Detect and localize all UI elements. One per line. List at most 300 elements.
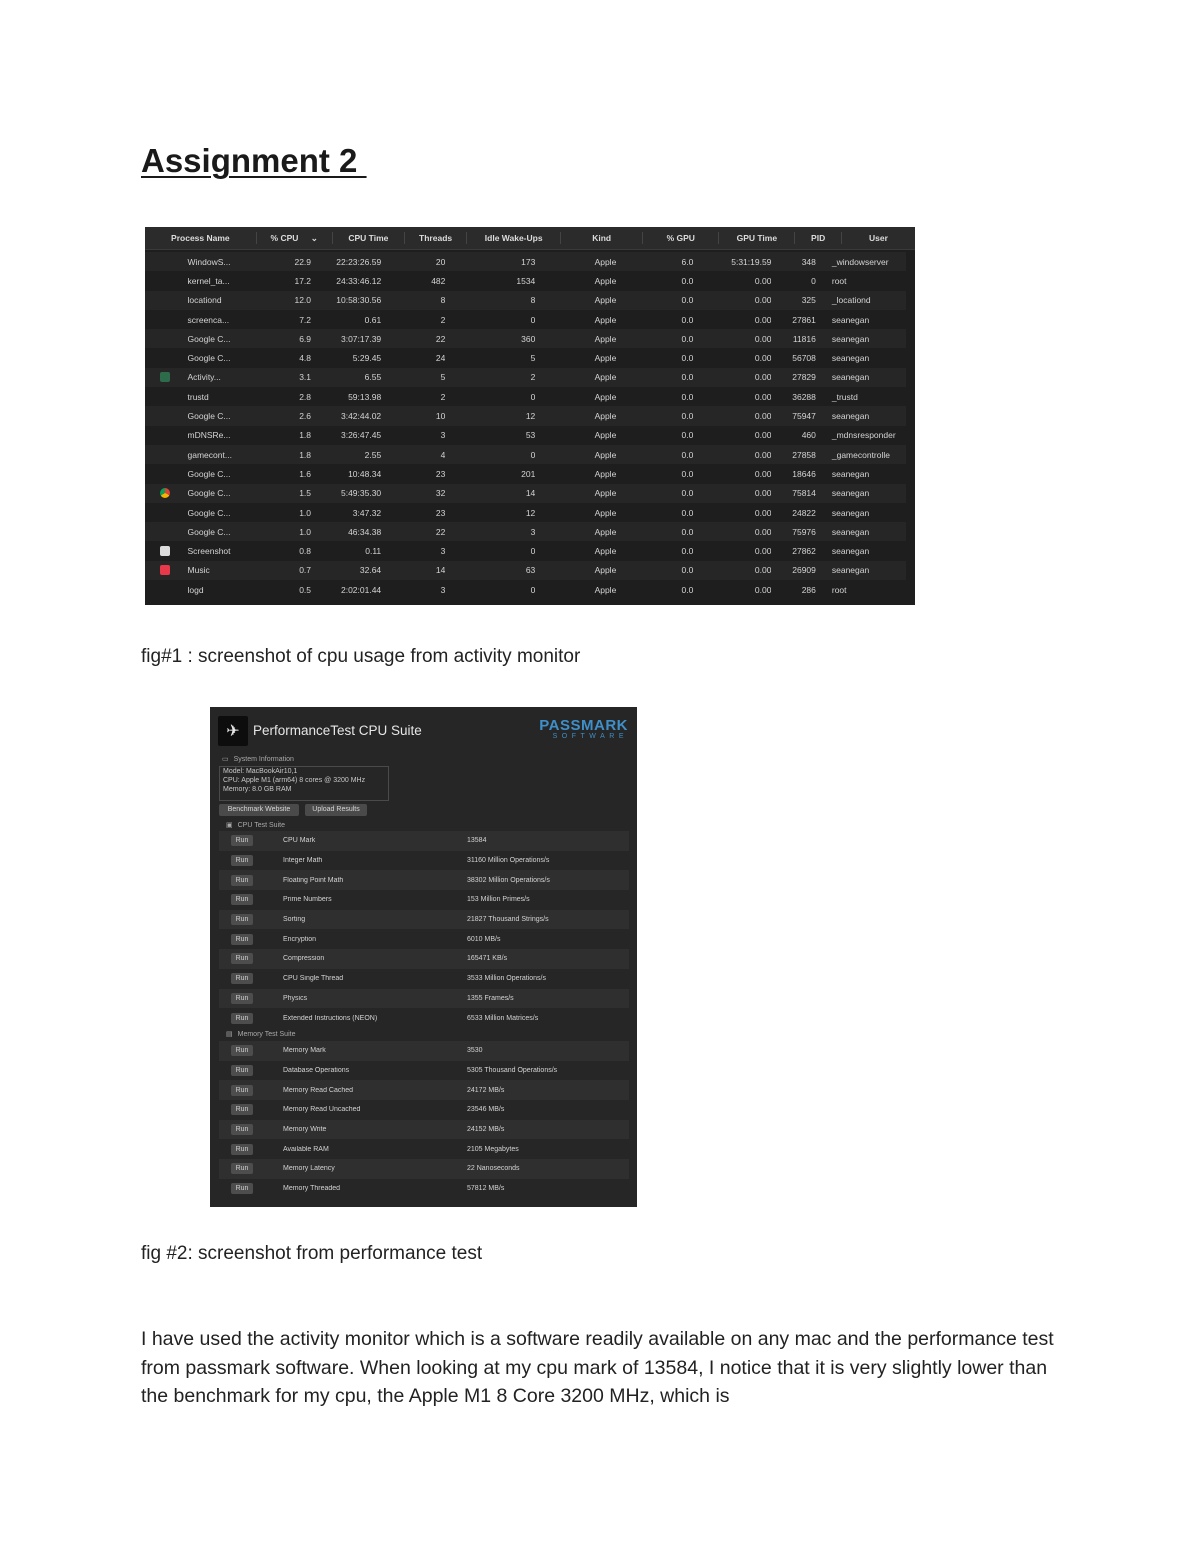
gpu-percent-cell: 0.0 [681, 314, 694, 325]
document-title: Assignment 2 [141, 142, 367, 179]
test-name: Compression [283, 955, 325, 963]
idle-wake-ups-cell: 360 [521, 333, 536, 344]
gpu-time-cell: 0.00 [754, 333, 772, 344]
run-button[interactable]: Run [231, 1163, 253, 1174]
kind-cell: Apple [594, 275, 617, 286]
activity-monitor-header [145, 227, 915, 250]
test-name: Extended Instructions (NEON) [283, 1014, 378, 1022]
pid-cell: 460 [801, 430, 816, 441]
idle-wake-ups-cell: 63 [525, 565, 536, 576]
threads-cell: 4 [440, 449, 446, 460]
memory-icon: ▤ [226, 1031, 233, 1038]
cpu-time-cell: 5:29.45 [352, 353, 382, 364]
table-row[interactable] [145, 348, 906, 367]
process-name-cell: screenca... [187, 314, 230, 325]
process-name-cell: logd [187, 584, 204, 595]
idle-wake-ups-cell: 1534 [516, 275, 536, 286]
cpu-percent-cell: 1.6 [299, 468, 312, 479]
gpu-percent-cell: 0.0 [681, 488, 694, 499]
idle-wake-ups-cell: 173 [521, 256, 536, 267]
kind-cell: Apple [594, 391, 617, 402]
idle-wake-ups-cell: 8 [530, 295, 536, 306]
test-name: Integer Math [283, 857, 323, 865]
threads-cell: 14 [435, 565, 446, 576]
threads-cell: 3 [440, 546, 446, 557]
run-button[interactable]: Run [231, 1144, 253, 1155]
kind-cell: Apple [594, 488, 617, 499]
column-header-process-name[interactable]: Process Name [145, 232, 257, 244]
cpu-percent-cell: 12.0 [294, 295, 312, 306]
user-cell: seanegan [831, 507, 870, 518]
test-name: CPU Single Thread [283, 975, 344, 983]
test-result: 24152 MB/s [467, 1126, 505, 1134]
user-cell: seanegan [831, 565, 870, 576]
test-name: Memory Mark [283, 1047, 326, 1055]
table-row[interactable] [145, 368, 906, 387]
chrome-app-icon [160, 488, 170, 498]
test-result: 153 Million Primes/s [467, 896, 530, 904]
column-header-cpu-label: % CPU [270, 233, 299, 243]
user-cell: _trustd [831, 391, 858, 402]
gpu-time-cell: 0.00 [754, 449, 772, 460]
cpu-time-cell: 24:33:46.12 [336, 275, 382, 286]
kind-cell: Apple [594, 353, 617, 364]
test-name: CPU Mark [283, 837, 316, 845]
test-result: 24172 MB/s [467, 1086, 505, 1094]
process-name-cell: kernel_ta... [187, 275, 230, 286]
cpu-time-cell: 6.55 [364, 372, 382, 383]
gpu-percent-cell: 0.0 [681, 353, 694, 364]
cpu-time-cell: 2:02:01.44 [340, 584, 382, 595]
test-result: 6010 MB/s [467, 935, 501, 943]
cpu-icon: ▣ [226, 822, 233, 829]
threads-cell: 2 [440, 391, 446, 402]
system-info-line: Model: MacBookAir10,1 [223, 768, 298, 775]
pid-cell: 75976 [792, 526, 816, 537]
idle-wake-ups-cell: 53 [525, 430, 536, 441]
kind-cell: Apple [594, 314, 617, 325]
pid-cell: 75814 [792, 488, 816, 499]
passmark-title: PerformanceTest CPU Suite [253, 723, 422, 738]
table-row[interactable] [145, 252, 906, 271]
gpu-percent-cell: 0.0 [681, 449, 694, 460]
column-header-user[interactable]: User [868, 233, 888, 243]
benchmark-website-button[interactable]: Benchmark Website [219, 804, 299, 816]
column-header-cpu-time[interactable]: CPU Time [333, 232, 405, 244]
table-row[interactable] [145, 503, 906, 522]
test-result: 31160 Million Operations/s [467, 857, 550, 865]
threads-cell: 3 [440, 584, 446, 595]
cpu-percent-cell: 3.1 [299, 372, 312, 383]
cpu-time-cell: 0.11 [365, 546, 382, 557]
idle-wake-ups-cell: 5 [530, 353, 536, 364]
run-button[interactable]: Run [231, 1013, 253, 1024]
cpu-time-cell: 0.61 [364, 314, 382, 325]
list-item [219, 1179, 629, 1199]
user-cell: seanegan [831, 488, 870, 499]
run-button[interactable]: Run [231, 875, 253, 886]
table-row[interactable] [145, 329, 906, 348]
table-row[interactable] [145, 426, 906, 445]
memory-test-suite-label: Memory Test Suite [237, 1030, 296, 1038]
list-item [219, 1080, 629, 1100]
kind-cell: Apple [594, 584, 617, 595]
screenshot-app-icon [160, 546, 170, 556]
threads-cell: 22 [435, 333, 446, 344]
pid-cell: 27829 [792, 372, 816, 383]
pid-cell: 36288 [792, 391, 816, 402]
process-name-cell: Google C... [187, 411, 231, 422]
column-header-gpu-time[interactable]: GPU Time [719, 232, 795, 244]
list-item [219, 949, 629, 969]
kind-cell: Apple [594, 565, 617, 576]
idle-wake-ups-cell: 201 [521, 468, 536, 479]
cpu-percent-cell: 1.8 [299, 449, 312, 460]
run-button[interactable]: Run [231, 1065, 253, 1076]
gpu-time-cell: 0.00 [754, 295, 772, 306]
kind-cell: Apple [594, 411, 617, 422]
column-header-cpu[interactable] [257, 232, 333, 244]
user-cell: seanegan [831, 372, 870, 383]
threads-cell: 3 [440, 430, 446, 441]
test-name: Memory Write [283, 1126, 327, 1134]
cpu-time-cell: 46:34.38 [348, 526, 382, 537]
body-paragraph: I have used the activity monitor which is a software readily available on any mac and the performance test from passmark software. When looking at my cpu mark of 13584, I notice that it is very slightly lower than the benchmark for my cpu, the Apple M1 8 Core 3200 MHz, which is [141, 1328, 1054, 1408]
table-row[interactable] [145, 387, 906, 406]
process-icon-cell [145, 565, 185, 575]
process-name-cell: Google C... [187, 353, 231, 364]
cpu-time-cell: 5:49:35.30 [340, 488, 382, 499]
gpu-percent-cell: 0.0 [681, 411, 694, 422]
test-result: 23546 MB/s [467, 1106, 505, 1114]
process-name-cell: Screenshot [187, 546, 231, 557]
run-button[interactable]: Run [231, 1045, 253, 1056]
list-item [219, 989, 629, 1009]
cpu-percent-cell: 6.9 [299, 333, 312, 344]
list-item [219, 1100, 629, 1120]
gpu-time-cell: 5:31:19.59 [731, 256, 772, 267]
pid-cell: 27861 [792, 314, 816, 325]
run-button[interactable]: Run [231, 894, 253, 905]
pid-cell: 56708 [792, 353, 816, 364]
gpu-time-cell: 0.00 [754, 546, 772, 557]
test-result: 3530 [467, 1047, 483, 1055]
upload-results-button[interactable]: Upload Results [305, 804, 367, 816]
process-name-cell: Google C... [187, 507, 231, 518]
process-name-cell: Music [187, 565, 210, 576]
idle-wake-ups-cell: 3 [530, 526, 536, 537]
list-item [219, 1041, 629, 1061]
idle-wake-ups-cell: 12 [525, 411, 536, 422]
cpu-percent-cell: 2.8 [299, 391, 312, 402]
user-cell: seanegan [831, 411, 870, 422]
user-cell: root [831, 584, 847, 595]
threads-cell: 20 [435, 256, 446, 267]
list-item [219, 831, 629, 851]
activity-app-icon [160, 372, 170, 382]
memory-test-list [219, 1041, 629, 1199]
gpu-time-cell: 0.00 [754, 468, 772, 479]
column-header-pid[interactable]: PID [795, 232, 841, 244]
gpu-percent-cell: 0.0 [681, 372, 694, 383]
user-cell: seanegan [831, 314, 870, 325]
pid-cell: 325 [801, 295, 816, 306]
cpu-percent-cell: 1.8 [299, 430, 312, 441]
list-item [219, 870, 629, 890]
kind-cell: Apple [594, 526, 617, 537]
cpu-percent-cell: 1.0 [299, 507, 312, 518]
cpu-time-cell: 22:23:26.59 [336, 256, 382, 267]
gpu-time-cell: 0.00 [754, 353, 772, 364]
system-info-line: Memory: 8.0 GB RAM [223, 786, 292, 793]
gpu-percent-cell: 0.0 [681, 275, 694, 286]
test-result: 1355 Frames/s [467, 994, 514, 1002]
gpu-percent-cell: 0.0 [681, 565, 694, 576]
gpu-time-cell: 0.00 [754, 584, 772, 595]
pid-cell: 11816 [792, 333, 816, 344]
test-name: Sorting [283, 916, 306, 924]
column-header-kind[interactable]: Kind [561, 232, 643, 244]
test-result: 165471 KB/s [467, 955, 508, 963]
run-button[interactable]: Run [231, 835, 253, 846]
threads-cell: 482 [431, 275, 446, 286]
cpu-percent-cell: 1.0 [299, 526, 312, 537]
cpu-time-cell: 32.64 [359, 565, 382, 576]
gpu-percent-cell: 0.0 [681, 546, 694, 557]
passmark-screenshot [210, 707, 637, 1207]
cpu-time-cell: 3:07:17.39 [340, 333, 382, 344]
table-row[interactable] [145, 406, 906, 425]
threads-cell: 23 [435, 468, 446, 479]
kind-cell: Apple [594, 507, 617, 518]
process-icon-cell [145, 546, 185, 556]
activity-monitor-screenshot [145, 227, 915, 605]
gpu-percent-cell: 0.0 [681, 333, 694, 344]
run-button[interactable]: Run [231, 914, 253, 925]
cpu-time-cell: 59:13.98 [348, 391, 382, 402]
passmark-brand [539, 717, 628, 740]
user-cell: _windowserver [831, 256, 889, 267]
test-name: Encryption [283, 935, 317, 943]
cpu-percent-cell: 0.8 [299, 546, 312, 557]
run-button[interactable]: Run [231, 1085, 253, 1096]
cpu-test-suite-label: CPU Test Suite [237, 821, 285, 829]
run-button[interactable]: Run [231, 953, 253, 964]
table-row[interactable] [145, 580, 906, 599]
pid-cell: 24822 [792, 507, 816, 518]
test-result: 6533 Million Matrices/s [467, 1014, 539, 1022]
pid-cell: 286 [801, 584, 816, 595]
list-item [219, 890, 629, 910]
process-name-cell: Google C... [187, 526, 231, 537]
test-name: Available RAM [283, 1145, 329, 1153]
kind-cell: Apple [594, 256, 617, 267]
cpu-percent-cell: 22.9 [294, 256, 312, 267]
test-result: 13584 [467, 837, 487, 845]
gpu-time-cell: 0.00 [754, 526, 772, 537]
run-button[interactable]: Run [231, 1124, 253, 1135]
pid-cell: 26909 [792, 565, 816, 576]
idle-wake-ups-cell: 0 [530, 449, 536, 460]
table-row[interactable] [145, 484, 906, 503]
test-name: Memory Threaded [283, 1185, 341, 1193]
idle-wake-ups-cell: 2 [530, 372, 536, 383]
kind-cell: Apple [594, 449, 617, 460]
column-header-threads[interactable]: Threads [405, 232, 467, 244]
cpu-time-cell: 2.55 [364, 449, 382, 460]
threads-cell: 8 [440, 295, 446, 306]
gpu-percent-cell: 0.0 [681, 295, 694, 306]
gpu-time-cell: 0.00 [754, 275, 772, 286]
test-name: Memory Read Uncached [283, 1106, 361, 1114]
passmark-brand-top: PASSMARK [539, 717, 628, 734]
idle-wake-ups-cell: 0 [530, 314, 536, 325]
pid-cell: 348 [801, 256, 816, 267]
cpu-percent-cell: 2.6 [299, 411, 312, 422]
system-info-line: CPU: Apple M1 (arm64) 8 cores @ 3200 MHz [223, 777, 366, 784]
pid-cell: 75947 [792, 411, 816, 422]
threads-cell: 22 [435, 526, 446, 537]
gpu-percent-cell: 0.0 [681, 430, 694, 441]
cpu-percent-cell: 1.5 [299, 488, 312, 499]
pid-cell: 27862 [792, 546, 816, 557]
user-cell: _mdnsresponder [831, 430, 896, 441]
gpu-time-cell: 0.00 [754, 565, 772, 576]
threads-cell: 23 [435, 507, 446, 518]
cpu-percent-cell: 17.2 [294, 275, 312, 286]
process-name-cell: locationd [187, 295, 222, 306]
system-info-label: System Information [233, 755, 294, 763]
process-name-cell: Google C... [187, 468, 231, 479]
threads-cell: 5 [440, 372, 446, 383]
kind-cell: Apple [594, 333, 617, 344]
user-cell: seanegan [831, 468, 870, 479]
kind-cell: Apple [594, 430, 617, 441]
test-result: 57812 MB/s [467, 1185, 505, 1193]
process-name-cell: gamecont... [187, 449, 232, 460]
gpu-percent-cell: 6.0 [681, 256, 694, 267]
process-name-cell: WindowS... [187, 256, 231, 267]
list-item [219, 929, 629, 949]
run-button[interactable]: Run [231, 973, 253, 984]
list-item [219, 1061, 629, 1081]
cpu-time-cell: 3:47.32 [352, 507, 382, 518]
threads-cell: 2 [440, 314, 446, 325]
user-cell: _locationd [831, 295, 871, 306]
test-name: Floating Point Math [283, 876, 344, 884]
test-name: Memory Latency [283, 1165, 335, 1173]
idle-wake-ups-cell: 0 [530, 584, 536, 595]
user-cell: root [831, 275, 847, 286]
test-name: Physics [283, 994, 308, 1002]
list-item [219, 1139, 629, 1159]
table-row[interactable] [145, 541, 906, 560]
test-result: 5305 Thousand Operations/s [467, 1067, 558, 1075]
user-cell: seanegan [831, 546, 870, 557]
cpu-time-cell: 3:26:47.45 [340, 430, 382, 441]
figure-2-caption: fig #2: screenshot from performance test [141, 1243, 483, 1264]
process-name-cell: trustd [187, 391, 209, 402]
gpu-time-cell: 0.00 [754, 372, 772, 383]
kind-cell: Apple [594, 546, 617, 557]
table-row[interactable] [145, 271, 906, 290]
table-row[interactable] [145, 561, 906, 580]
gpu-percent-cell: 0.0 [681, 584, 694, 595]
pid-cell: 0 [811, 275, 816, 286]
gpu-percent-cell: 0.0 [681, 468, 694, 479]
process-list [145, 252, 915, 599]
column-header-idle-wake-ups[interactable]: Idle Wake-Ups [467, 232, 561, 244]
list-item [219, 969, 629, 989]
passmark-logo-icon: ✈ [218, 716, 248, 746]
table-row[interactable] [145, 291, 906, 310]
threads-cell: 24 [435, 353, 446, 364]
memory-test-suite-section [226, 1030, 295, 1038]
process-icon-cell [145, 488, 185, 498]
system-info-box [219, 766, 389, 801]
idle-wake-ups-cell: 0 [530, 391, 536, 402]
test-result: 2105 Megabytes [467, 1145, 519, 1153]
gpu-time-cell: 0.00 [754, 391, 772, 402]
gpu-percent-cell: 0.0 [681, 391, 694, 402]
idle-wake-ups-cell: 0 [530, 546, 536, 557]
user-cell: _gamecontrolle [831, 449, 890, 460]
collapse-icon[interactable]: ▭ [222, 756, 229, 763]
idle-wake-ups-cell: 14 [525, 488, 536, 499]
kind-cell: Apple [594, 372, 617, 383]
passmark-brand-bottom: SOFTWARE [552, 733, 628, 740]
test-result: 3533 Million Operations/s [467, 975, 546, 983]
pid-cell: 18646 [792, 468, 816, 479]
threads-cell: 10 [435, 411, 446, 422]
cpu-test-suite-section [226, 821, 285, 829]
process-name-cell: Google C... [187, 488, 231, 499]
gpu-time-cell: 0.00 [754, 488, 772, 499]
run-button[interactable]: Run [231, 855, 253, 866]
list-item [219, 1120, 629, 1140]
run-button[interactable]: Run [231, 1183, 253, 1194]
user-cell: seanegan [831, 353, 870, 364]
table-row[interactable] [145, 522, 906, 541]
list-item [219, 910, 629, 930]
music-app-icon [160, 565, 170, 575]
figure-1-caption: fig#1 : screenshot of cpu usage from activity monitor [141, 646, 581, 667]
user-cell: seanegan [831, 333, 870, 344]
run-button[interactable]: Run [231, 1104, 253, 1115]
user-cell: seanegan [831, 526, 870, 537]
test-name: Database Operations [283, 1067, 350, 1075]
gpu-percent-cell: 0.0 [681, 526, 694, 537]
table-row[interactable] [145, 310, 906, 329]
test-result: 38302 Million Operations/s [467, 876, 550, 884]
test-name: Prime Numbers [283, 896, 332, 904]
column-header-gpu[interactable]: % GPU [643, 232, 719, 244]
process-icon-cell [145, 372, 185, 382]
kind-cell: Apple [594, 295, 617, 306]
table-row[interactable] [145, 464, 906, 483]
table-row[interactable] [145, 445, 906, 464]
gpu-time-cell: 0.00 [754, 507, 772, 518]
list-item [219, 1008, 629, 1028]
test-result: 22 Nanoseconds [467, 1165, 520, 1173]
run-button[interactable]: Run [231, 934, 253, 945]
cpu-percent-cell: 7.2 [299, 314, 312, 325]
run-button[interactable]: Run [231, 993, 253, 1004]
cpu-percent-cell: 4.8 [299, 353, 312, 364]
cpu-percent-cell: 0.5 [299, 584, 312, 595]
list-item [219, 1159, 629, 1179]
idle-wake-ups-cell: 12 [525, 507, 536, 518]
